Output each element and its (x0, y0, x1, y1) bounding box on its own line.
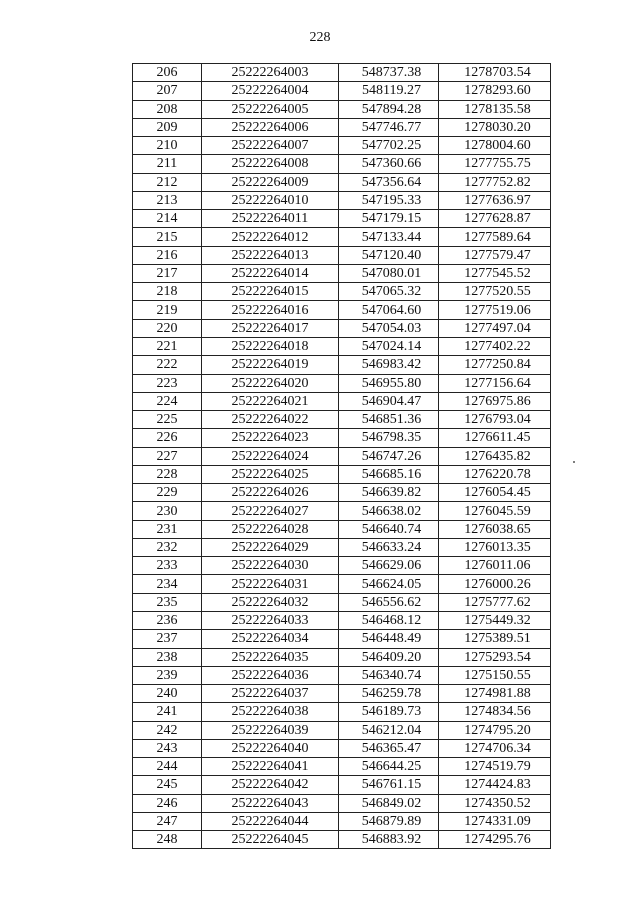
point-code-cell: 25222264015 (202, 283, 339, 301)
y-coordinate-cell: 1276611.45 (439, 429, 551, 447)
y-coordinate-cell: 1277519.06 (439, 301, 551, 319)
row-number-cell: 227 (133, 447, 202, 465)
x-coordinate-cell: 546851.36 (339, 411, 439, 429)
x-coordinate-cell: 546629.06 (339, 557, 439, 575)
point-code-cell: 25222264022 (202, 411, 339, 429)
x-coordinate-cell: 546849.02 (339, 794, 439, 812)
x-coordinate-cell: 547064.60 (339, 301, 439, 319)
row-number-cell: 247 (133, 812, 202, 830)
row-number-cell: 221 (133, 337, 202, 355)
point-code-cell: 25222264038 (202, 703, 339, 721)
x-coordinate-cell: 548737.38 (339, 64, 439, 82)
row-number-cell: 226 (133, 429, 202, 447)
point-code-cell: 25222264042 (202, 776, 339, 794)
point-code-cell: 25222264014 (202, 264, 339, 282)
table-row (133, 356, 551, 374)
table-row (133, 721, 551, 739)
point-code-cell: 25222264025 (202, 465, 339, 483)
point-code-cell: 25222264018 (202, 337, 339, 355)
table-row (133, 776, 551, 794)
x-coordinate-cell: 546624.05 (339, 575, 439, 593)
table-row (133, 831, 551, 849)
table-row (133, 630, 551, 648)
y-coordinate-cell: 1274350.52 (439, 794, 551, 812)
row-number-cell: 220 (133, 319, 202, 337)
y-coordinate-cell: 1276793.04 (439, 411, 551, 429)
point-code-cell: 25222264041 (202, 758, 339, 776)
x-coordinate-cell: 546761.15 (339, 776, 439, 794)
y-coordinate-cell: 1277755.75 (439, 155, 551, 173)
y-coordinate-cell: 1274706.34 (439, 739, 551, 757)
x-coordinate-cell: 546633.24 (339, 538, 439, 556)
coordinate-table (132, 63, 551, 849)
y-coordinate-cell: 1274295.76 (439, 831, 551, 849)
point-code-cell: 25222264012 (202, 228, 339, 246)
table-row (133, 246, 551, 264)
x-coordinate-cell: 547179.15 (339, 210, 439, 228)
table-row (133, 447, 551, 465)
y-coordinate-cell: 1274519.79 (439, 758, 551, 776)
row-number-cell: 219 (133, 301, 202, 319)
table-row (133, 64, 551, 82)
x-coordinate-cell: 546879.89 (339, 812, 439, 830)
table-row (133, 666, 551, 684)
x-coordinate-cell: 546556.62 (339, 593, 439, 611)
table-row (133, 319, 551, 337)
x-coordinate-cell: 548119.27 (339, 82, 439, 100)
x-coordinate-cell: 546365.47 (339, 739, 439, 757)
y-coordinate-cell: 1276435.82 (439, 447, 551, 465)
x-coordinate-cell: 546747.26 (339, 447, 439, 465)
y-coordinate-cell: 1277402.22 (439, 337, 551, 355)
y-coordinate-cell: 1275777.62 (439, 593, 551, 611)
point-code-cell: 25222264034 (202, 630, 339, 648)
point-code-cell: 25222264010 (202, 191, 339, 209)
x-coordinate-cell: 546685.16 (339, 465, 439, 483)
table-row (133, 484, 551, 502)
table-row (133, 648, 551, 666)
y-coordinate-cell: 1276038.65 (439, 520, 551, 538)
table-row (133, 739, 551, 757)
x-coordinate-cell: 546468.12 (339, 611, 439, 629)
y-coordinate-cell: 1275293.54 (439, 648, 551, 666)
x-coordinate-cell: 546340.74 (339, 666, 439, 684)
point-code-cell: 25222264027 (202, 502, 339, 520)
y-coordinate-cell: 1278703.54 (439, 64, 551, 82)
point-code-cell: 25222264037 (202, 685, 339, 703)
x-coordinate-cell: 546644.25 (339, 758, 439, 776)
y-coordinate-cell: 1277579.47 (439, 246, 551, 264)
x-coordinate-cell: 547894.28 (339, 100, 439, 118)
point-code-cell: 25222264024 (202, 447, 339, 465)
table-row (133, 794, 551, 812)
y-coordinate-cell: 1277545.52 (439, 264, 551, 282)
point-code-cell: 25222264011 (202, 210, 339, 228)
x-coordinate-cell: 546189.73 (339, 703, 439, 721)
scan-speck (573, 461, 575, 463)
row-number-cell: 243 (133, 739, 202, 757)
table-row (133, 703, 551, 721)
row-number-cell: 240 (133, 685, 202, 703)
y-coordinate-cell: 1277520.55 (439, 283, 551, 301)
point-code-cell: 25222264020 (202, 374, 339, 392)
point-code-cell: 25222264028 (202, 520, 339, 538)
point-code-cell: 25222264032 (202, 593, 339, 611)
y-coordinate-cell: 1277497.04 (439, 319, 551, 337)
point-code-cell: 25222264021 (202, 392, 339, 410)
table-row (133, 228, 551, 246)
point-code-cell: 25222264009 (202, 173, 339, 191)
y-coordinate-cell: 1276054.45 (439, 484, 551, 502)
x-coordinate-cell: 547195.33 (339, 191, 439, 209)
x-coordinate-cell: 547746.77 (339, 118, 439, 136)
point-code-cell: 25222264039 (202, 721, 339, 739)
row-number-cell: 217 (133, 264, 202, 282)
x-coordinate-cell: 547356.64 (339, 173, 439, 191)
row-number-cell: 215 (133, 228, 202, 246)
point-code-cell: 25222264040 (202, 739, 339, 757)
row-number-cell: 231 (133, 520, 202, 538)
x-coordinate-cell: 547702.25 (339, 137, 439, 155)
row-number-cell: 229 (133, 484, 202, 502)
row-number-cell: 214 (133, 210, 202, 228)
table-row (133, 502, 551, 520)
row-number-cell: 234 (133, 575, 202, 593)
y-coordinate-cell: 1274834.56 (439, 703, 551, 721)
x-coordinate-cell: 546259.78 (339, 685, 439, 703)
y-coordinate-cell: 1278135.58 (439, 100, 551, 118)
x-coordinate-cell: 546640.74 (339, 520, 439, 538)
row-number-cell: 225 (133, 411, 202, 429)
table-row (133, 337, 551, 355)
y-coordinate-cell: 1278004.60 (439, 137, 551, 155)
point-code-cell: 25222264006 (202, 118, 339, 136)
y-coordinate-cell: 1274331.09 (439, 812, 551, 830)
y-coordinate-cell: 1275389.51 (439, 630, 551, 648)
row-number-cell: 218 (133, 283, 202, 301)
x-coordinate-cell: 547133.44 (339, 228, 439, 246)
x-coordinate-cell: 546212.04 (339, 721, 439, 739)
y-coordinate-cell: 1276045.59 (439, 502, 551, 520)
point-code-cell: 25222264026 (202, 484, 339, 502)
point-code-cell: 25222264013 (202, 246, 339, 264)
row-number-cell: 236 (133, 611, 202, 629)
table-body (133, 64, 551, 849)
row-number-cell: 212 (133, 173, 202, 191)
y-coordinate-cell: 1274424.83 (439, 776, 551, 794)
point-code-cell: 25222264030 (202, 557, 339, 575)
x-coordinate-cell: 546983.42 (339, 356, 439, 374)
y-coordinate-cell: 1276011.06 (439, 557, 551, 575)
x-coordinate-cell: 546798.35 (339, 429, 439, 447)
x-coordinate-cell: 547054.03 (339, 319, 439, 337)
x-coordinate-cell: 546638.02 (339, 502, 439, 520)
x-coordinate-cell: 546639.82 (339, 484, 439, 502)
row-number-cell: 207 (133, 82, 202, 100)
row-number-cell: 208 (133, 100, 202, 118)
point-code-cell: 25222264008 (202, 155, 339, 173)
y-coordinate-cell: 1277752.82 (439, 173, 551, 191)
table-row (133, 465, 551, 483)
y-coordinate-cell: 1275150.55 (439, 666, 551, 684)
row-number-cell: 235 (133, 593, 202, 611)
table-row (133, 118, 551, 136)
y-coordinate-cell: 1275449.32 (439, 611, 551, 629)
y-coordinate-cell: 1276000.26 (439, 575, 551, 593)
row-number-cell: 222 (133, 356, 202, 374)
point-code-cell: 25222264016 (202, 301, 339, 319)
point-code-cell: 25222264033 (202, 611, 339, 629)
table-row (133, 557, 551, 575)
row-number-cell: 241 (133, 703, 202, 721)
row-number-cell: 209 (133, 118, 202, 136)
row-number-cell: 244 (133, 758, 202, 776)
table-row (133, 82, 551, 100)
table-row (133, 812, 551, 830)
table-row (133, 155, 551, 173)
x-coordinate-cell: 546883.92 (339, 831, 439, 849)
row-number-cell: 216 (133, 246, 202, 264)
y-coordinate-cell: 1277628.87 (439, 210, 551, 228)
row-number-cell: 238 (133, 648, 202, 666)
point-code-cell: 25222264029 (202, 538, 339, 556)
y-coordinate-cell: 1277156.64 (439, 374, 551, 392)
row-number-cell: 211 (133, 155, 202, 173)
point-code-cell: 25222264005 (202, 100, 339, 118)
x-coordinate-cell: 546955.80 (339, 374, 439, 392)
table-row (133, 264, 551, 282)
point-code-cell: 25222264019 (202, 356, 339, 374)
row-number-cell: 213 (133, 191, 202, 209)
row-number-cell: 237 (133, 630, 202, 648)
table-row (133, 758, 551, 776)
table-row (133, 191, 551, 209)
x-coordinate-cell: 547065.32 (339, 283, 439, 301)
table-row (133, 611, 551, 629)
x-coordinate-cell: 547024.14 (339, 337, 439, 355)
row-number-cell: 228 (133, 465, 202, 483)
y-coordinate-cell: 1276220.78 (439, 465, 551, 483)
y-coordinate-cell: 1276975.86 (439, 392, 551, 410)
row-number-cell: 232 (133, 538, 202, 556)
point-code-cell: 25222264043 (202, 794, 339, 812)
point-code-cell: 25222264045 (202, 831, 339, 849)
row-number-cell: 248 (133, 831, 202, 849)
y-coordinate-cell: 1278293.60 (439, 82, 551, 100)
table-row (133, 685, 551, 703)
table-row (133, 538, 551, 556)
row-number-cell: 239 (133, 666, 202, 684)
y-coordinate-cell: 1276013.35 (439, 538, 551, 556)
table-row (133, 301, 551, 319)
table-row (133, 392, 551, 410)
page-number: 228 (309, 30, 331, 45)
row-number-cell: 223 (133, 374, 202, 392)
table-row (133, 137, 551, 155)
row-number-cell: 206 (133, 64, 202, 82)
x-coordinate-cell: 546448.49 (339, 630, 439, 648)
y-coordinate-cell: 1277636.97 (439, 191, 551, 209)
y-coordinate-cell: 1278030.20 (439, 118, 551, 136)
point-code-cell: 25222264007 (202, 137, 339, 155)
table-row (133, 411, 551, 429)
row-number-cell: 230 (133, 502, 202, 520)
row-number-cell: 246 (133, 794, 202, 812)
table-row (133, 374, 551, 392)
point-code-cell: 25222264035 (202, 648, 339, 666)
row-number-cell: 233 (133, 557, 202, 575)
x-coordinate-cell: 547120.40 (339, 246, 439, 264)
x-coordinate-cell: 546409.20 (339, 648, 439, 666)
y-coordinate-cell: 1277250.84 (439, 356, 551, 374)
row-number-cell: 242 (133, 721, 202, 739)
table-row (133, 575, 551, 593)
point-code-cell: 25222264004 (202, 82, 339, 100)
point-code-cell: 25222264017 (202, 319, 339, 337)
row-number-cell: 210 (133, 137, 202, 155)
table-row (133, 210, 551, 228)
point-code-cell: 25222264023 (202, 429, 339, 447)
table-row (133, 173, 551, 191)
point-code-cell: 25222264044 (202, 812, 339, 830)
y-coordinate-cell: 1277589.64 (439, 228, 551, 246)
x-coordinate-cell: 546904.47 (339, 392, 439, 410)
y-coordinate-cell: 1274795.20 (439, 721, 551, 739)
table-row (133, 520, 551, 538)
y-coordinate-cell: 1274981.88 (439, 685, 551, 703)
point-code-cell: 25222264003 (202, 64, 339, 82)
row-number-cell: 245 (133, 776, 202, 794)
row-number-cell: 224 (133, 392, 202, 410)
point-code-cell: 25222264031 (202, 575, 339, 593)
table-row (133, 100, 551, 118)
x-coordinate-cell: 547360.66 (339, 155, 439, 173)
x-coordinate-cell: 547080.01 (339, 264, 439, 282)
table-row (133, 593, 551, 611)
point-code-cell: 25222264036 (202, 666, 339, 684)
table-row (133, 429, 551, 447)
table-row (133, 283, 551, 301)
